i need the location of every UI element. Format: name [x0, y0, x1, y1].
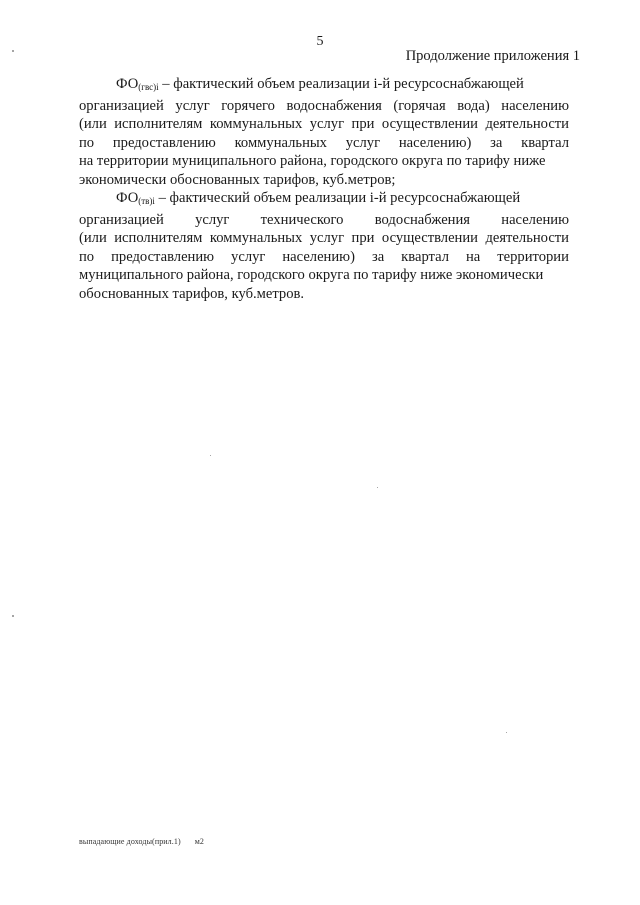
scan-speck [377, 487, 378, 488]
paragraph-2-line-2 [79, 211, 569, 230]
paragraph-1-line-6: экономически обоснованных тарифов, куб.метров; [79, 171, 396, 188]
word: по [79, 248, 95, 265]
paragraph-1-line-5: на территории муниципального района, городского округа по тарифу ниже [79, 153, 546, 169]
word: населению) [398, 134, 472, 151]
word: (или [79, 230, 107, 246]
formula-subscript: (тв)i [138, 196, 155, 206]
word: исполнителям [114, 116, 203, 132]
page-number: 5 [316, 34, 324, 49]
word: горячего [221, 97, 275, 114]
word: услуг [345, 134, 381, 151]
word: коммунальных [209, 116, 303, 132]
word: деятельности [485, 116, 569, 132]
word: вода) [457, 97, 490, 114]
word: водоснабжения [286, 97, 382, 114]
word: осуществлении [381, 116, 478, 132]
formula-symbol: ФО [116, 190, 139, 206]
paragraph-1-line-3 [79, 115, 569, 134]
paragraph-1-line-2 [79, 97, 569, 116]
paragraph-2-line-3 [79, 229, 569, 248]
word: исполнителям [114, 230, 203, 246]
paragraph-2-line-1 [79, 189, 569, 211]
word: предоставлению [111, 248, 215, 265]
scan-speck [12, 50, 14, 52]
word: территории [497, 248, 569, 265]
word: водоснабжения [374, 211, 471, 228]
word: населению) [282, 248, 355, 265]
scan-speck [506, 732, 507, 733]
word: технического [260, 211, 344, 228]
word: (горячая [393, 97, 446, 114]
word: услуг [231, 248, 266, 265]
document-body [79, 75, 569, 303]
paragraph-2-line-5: муниципального района, городского округа по тарифу ниже экономически [79, 267, 544, 283]
word: услуг [175, 97, 210, 114]
paragraph-2-line-4 [79, 248, 569, 267]
word: квартал [521, 134, 569, 151]
word: за [371, 248, 385, 265]
word: по [79, 134, 95, 151]
scan-speck [210, 455, 211, 456]
word: населению [501, 211, 569, 228]
word: услуг [309, 116, 345, 132]
definition-text: – фактический объем реализации i-й ресурсоснабжающей [154, 190, 521, 206]
word: коммунальных [234, 134, 327, 151]
definition-text: – фактический объем реализации i-й ресурсоснабжающей [158, 76, 524, 92]
word: квартал [401, 248, 449, 265]
footer-note [79, 837, 204, 846]
footer-tag: м2 [194, 837, 205, 846]
word: предоставлению [112, 134, 216, 151]
word: деятельности [485, 230, 569, 246]
word: услуг [309, 230, 345, 246]
footer-filename: выпадающие доходы(прил.1) [79, 837, 181, 846]
paragraph-2-line-6: обоснованных тарифов, куб.метров. [79, 285, 305, 302]
word: населению [501, 97, 569, 114]
word: осуществлении [381, 230, 478, 246]
formula-symbol: ФО [116, 76, 139, 92]
paragraph-1-line-1 [79, 75, 569, 97]
word: на [465, 248, 481, 265]
word: организацией [79, 97, 164, 114]
word: при [351, 116, 375, 132]
continuation-label: Продолжение приложения 1 [405, 48, 580, 64]
paragraph-1-line-4 [79, 134, 569, 153]
word: при [351, 230, 375, 246]
word: за [490, 134, 503, 151]
word: услуг [195, 211, 230, 228]
formula-subscript: (гвс)i [138, 82, 159, 92]
word: организацией [79, 211, 164, 228]
word: коммунальных [209, 230, 303, 246]
scan-speck [12, 615, 14, 617]
word: (или [79, 116, 107, 132]
